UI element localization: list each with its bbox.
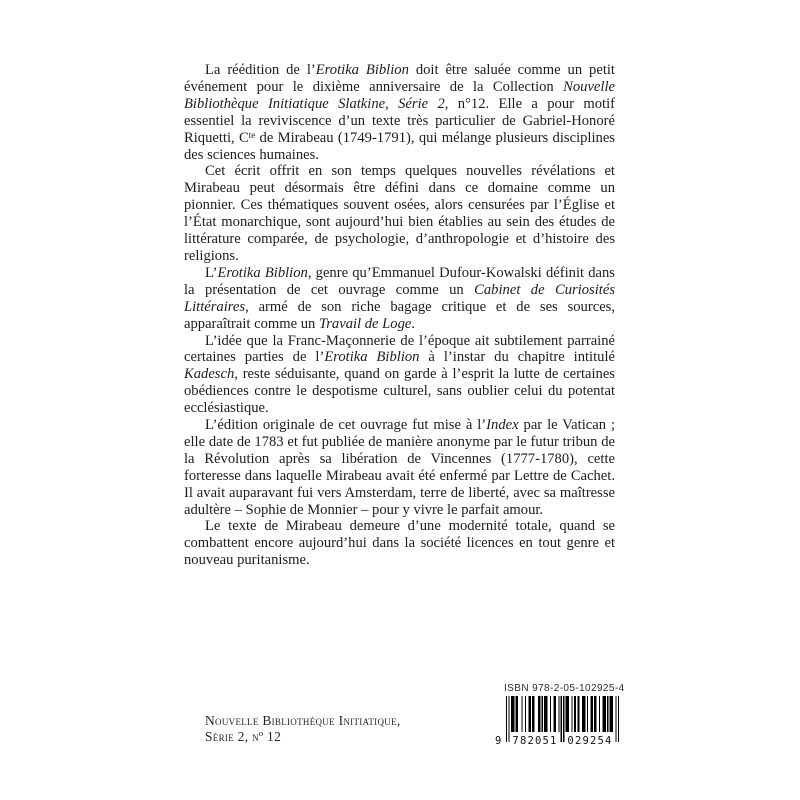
barcode-first-digit: 9 — [495, 735, 502, 747]
paragraph: L’Erotika Biblion, genre qu’Emmanuel Dufour-Kowalski définit dans la présentation de cet ouvrage comme un Cabinet de Curiosités Littéraires, armé de son riche bagage critique et de ses sources, apparaîtrait comme un Travail de Loge. — [184, 264, 615, 332]
paragraph: Cet écrit offrit en son temps quelques nouvelles révélations et Mirabeau peut désormais être défini dans ce domaine comme un pionnier. Ces thématiques souvent osées, alors censurées par l’Église et l’État monarchique, sont aujourd’hui bien établies au sein des études de littérature comparée, de psychologie, d’anthropologie et d’histoire des religions. — [184, 163, 615, 264]
isbn-block — [494, 683, 625, 747]
paragraph: Le texte de Mirabeau demeure d’une modernité totale, quand se combattent encore aujourd’hui dans la société licences en tout genre et nouveau puritanisme. — [184, 518, 615, 569]
paragraph: L’idée que la Franc-Maçonnerie de l’époque ait subtilement parrainé certaines parties de l’Erotika Biblion à l’instar du chapitre intitulé Kadesch, reste séduisante, quand on garde à l’esprit la lutte de certaines obédiences contre le despotisme culturel, sans oublier celui du potentat ecclésiastique. — [184, 332, 615, 417]
isbn-label: ISBN 978-2-05-102925-4 — [504, 683, 625, 694]
barcode-wrap — [495, 696, 619, 747]
barcode-right-digits: 029254 — [565, 735, 615, 747]
colophon-series: Série 2, nº 12 — [205, 728, 282, 744]
colophon-collection: Nouvelle Bibliothèque Initiatique, — [205, 713, 401, 728]
colophon — [205, 713, 401, 744]
back-cover-text — [184, 62, 615, 569]
paragraph: L’édition originale de cet ouvrage fut mise à l’Index par le Vatican ; elle date de 1783 et fut publiée de manière anonyme par le futur tribun de la Révolution après sa libération de Vincennes (1777-1780), cette forteresse dans laquelle Mirabeau avait été enfermé par Lettre de Cachet. Il avait auparavant fui vers Amsterdam, terre de liberté, avec sa maîtresse adultère – Sophie de Monnier – pour y vivre le parfait amour. — [184, 417, 615, 518]
paragraph: La réédition de l’Erotika Biblion doit être saluée comme un petit événement pour le dixième anniversaire de la Collection Nouvelle Bibliothèque Initiatique Slatkine, Série 2, n°12. Elle a pour motif essentiel la reviviscence d’un texte très particulier de Gabriel-Honoré Riquetti, $C^{te}$ de Mirabeau (1749-1791), qui mélange plusieurs disciplines des sciences humaines. — [184, 62, 615, 163]
barcode-left-digits: 782051 — [510, 735, 560, 747]
